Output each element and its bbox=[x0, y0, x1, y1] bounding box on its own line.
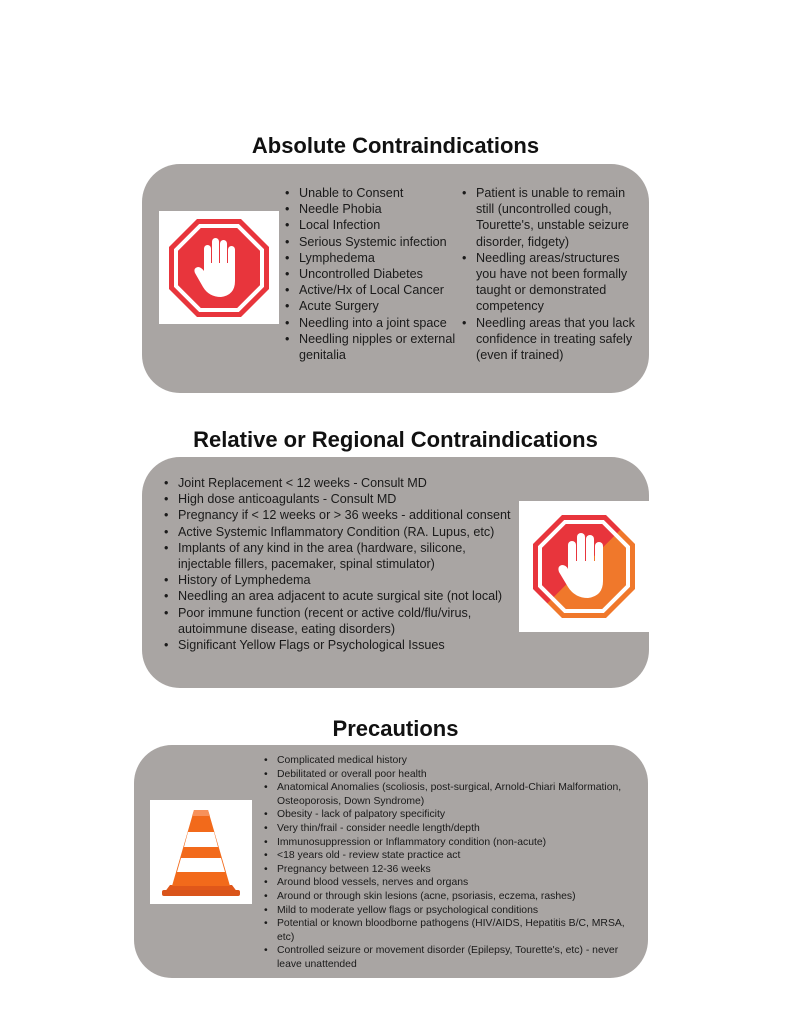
list-item: • Implants of any kind in the area (hardware, silicone, injectable fillers, pacemaker, spinal stimulator) bbox=[164, 540, 516, 572]
list-item: • Pregnancy if < 12 weeks or > 36 weeks - additional consent bbox=[164, 507, 516, 523]
relative-card bbox=[142, 457, 649, 688]
list-item: • Pregnancy between 12-36 weeks bbox=[264, 863, 640, 877]
list-item: • Poor immune function (recent or active cold/flu/virus, autoimmune disease, eating disorders) bbox=[164, 605, 516, 637]
absolute-list-2 bbox=[462, 185, 640, 363]
list-item: • Debilitated or overall poor health bbox=[264, 768, 640, 782]
list-item: • Acute Surgery bbox=[285, 298, 461, 314]
relative-title: Relative or Regional Contraindications bbox=[193, 427, 598, 452]
list-item: • Patient is unable to remain still (uncontrolled cough, Tourette's, unstable seizure disorder, fidgety) bbox=[462, 185, 640, 250]
list-item: • Needling areas that you lack confidence in treating safely (even if trained) bbox=[462, 315, 640, 364]
absolute-title: Absolute Contraindications bbox=[251, 133, 540, 158]
list-item: • Needle Phobia bbox=[285, 201, 461, 217]
absolute-list-1 bbox=[285, 185, 461, 363]
list-item: • Very thin/frail - consider needle length/depth bbox=[264, 822, 640, 836]
list-item: • High dose anticoagulants - Consult MD bbox=[164, 491, 516, 507]
list-item: • Active/Hx of Local Cancer bbox=[285, 282, 461, 298]
precautions-icon-box bbox=[150, 800, 252, 904]
list-item: • Needling an area adjacent to acute surgical site (not local) bbox=[164, 588, 516, 604]
list-item: • Potential or known bloodborne pathogens (HIV/AIDS, Hepatitis B/C, MRSA, etc) bbox=[264, 917, 640, 944]
list-item: • Serious Systemic infection bbox=[285, 234, 461, 250]
list-item: • Lymphedema bbox=[285, 250, 461, 266]
stop-hand-icon bbox=[159, 211, 279, 324]
list-item: • Needling areas/structures you have not been formally taught or demonstrated competency bbox=[462, 250, 640, 315]
list-item: • Uncontrolled Diabetes bbox=[285, 266, 461, 282]
traffic-cone-icon bbox=[150, 800, 252, 904]
list-item: • Significant Yellow Flags or Psychological Issues bbox=[164, 637, 516, 653]
list-item: • Active Systemic Inflammatory Condition (RA. Lupus, etc) bbox=[164, 524, 516, 540]
list-item: • Controlled seizure or movement disorder (Epilepsy, Tourette's, etc) - never leave unattended bbox=[264, 944, 640, 971]
list-item: • Local Infection bbox=[285, 217, 461, 233]
list-item: • Complicated medical history bbox=[264, 754, 640, 768]
list-item: • Joint Replacement < 12 weeks - Consult MD bbox=[164, 475, 516, 491]
precautions-title: Precautions bbox=[332, 716, 459, 741]
relative-list bbox=[164, 475, 516, 653]
list-item: • Needling into a joint space bbox=[285, 315, 461, 331]
precautions-list bbox=[264, 754, 640, 972]
list-item: • Around blood vessels, nerves and organs bbox=[264, 876, 640, 890]
relative-icon-box bbox=[519, 501, 649, 632]
list-item: • Unable to Consent bbox=[285, 185, 461, 201]
precautions-card bbox=[134, 745, 648, 978]
list-item: • Obesity - lack of palpatory specificity bbox=[264, 808, 640, 822]
list-item: • Needling nipples or external genitalia bbox=[285, 331, 461, 363]
list-item: • <18 years old - review state practice act bbox=[264, 849, 640, 863]
stop-hand-icon bbox=[519, 501, 649, 632]
list-item: • Mild to moderate yellow flags or psychological conditions bbox=[264, 904, 640, 918]
list-item: • Around or through skin lesions (acne, psoriasis, eczema, rashes) bbox=[264, 890, 640, 904]
list-item: • History of Lymphedema bbox=[164, 572, 516, 588]
absolute-icon-box bbox=[159, 211, 279, 324]
absolute-card bbox=[142, 164, 649, 393]
list-item: • Anatomical Anomalies (scoliosis, post-surgical, Arnold-Chiari Malformation, Osteoporosis, Down Syndrome) bbox=[264, 781, 640, 808]
list-item: • Immunosuppression or Inflammatory condition (non-acute) bbox=[264, 836, 640, 850]
